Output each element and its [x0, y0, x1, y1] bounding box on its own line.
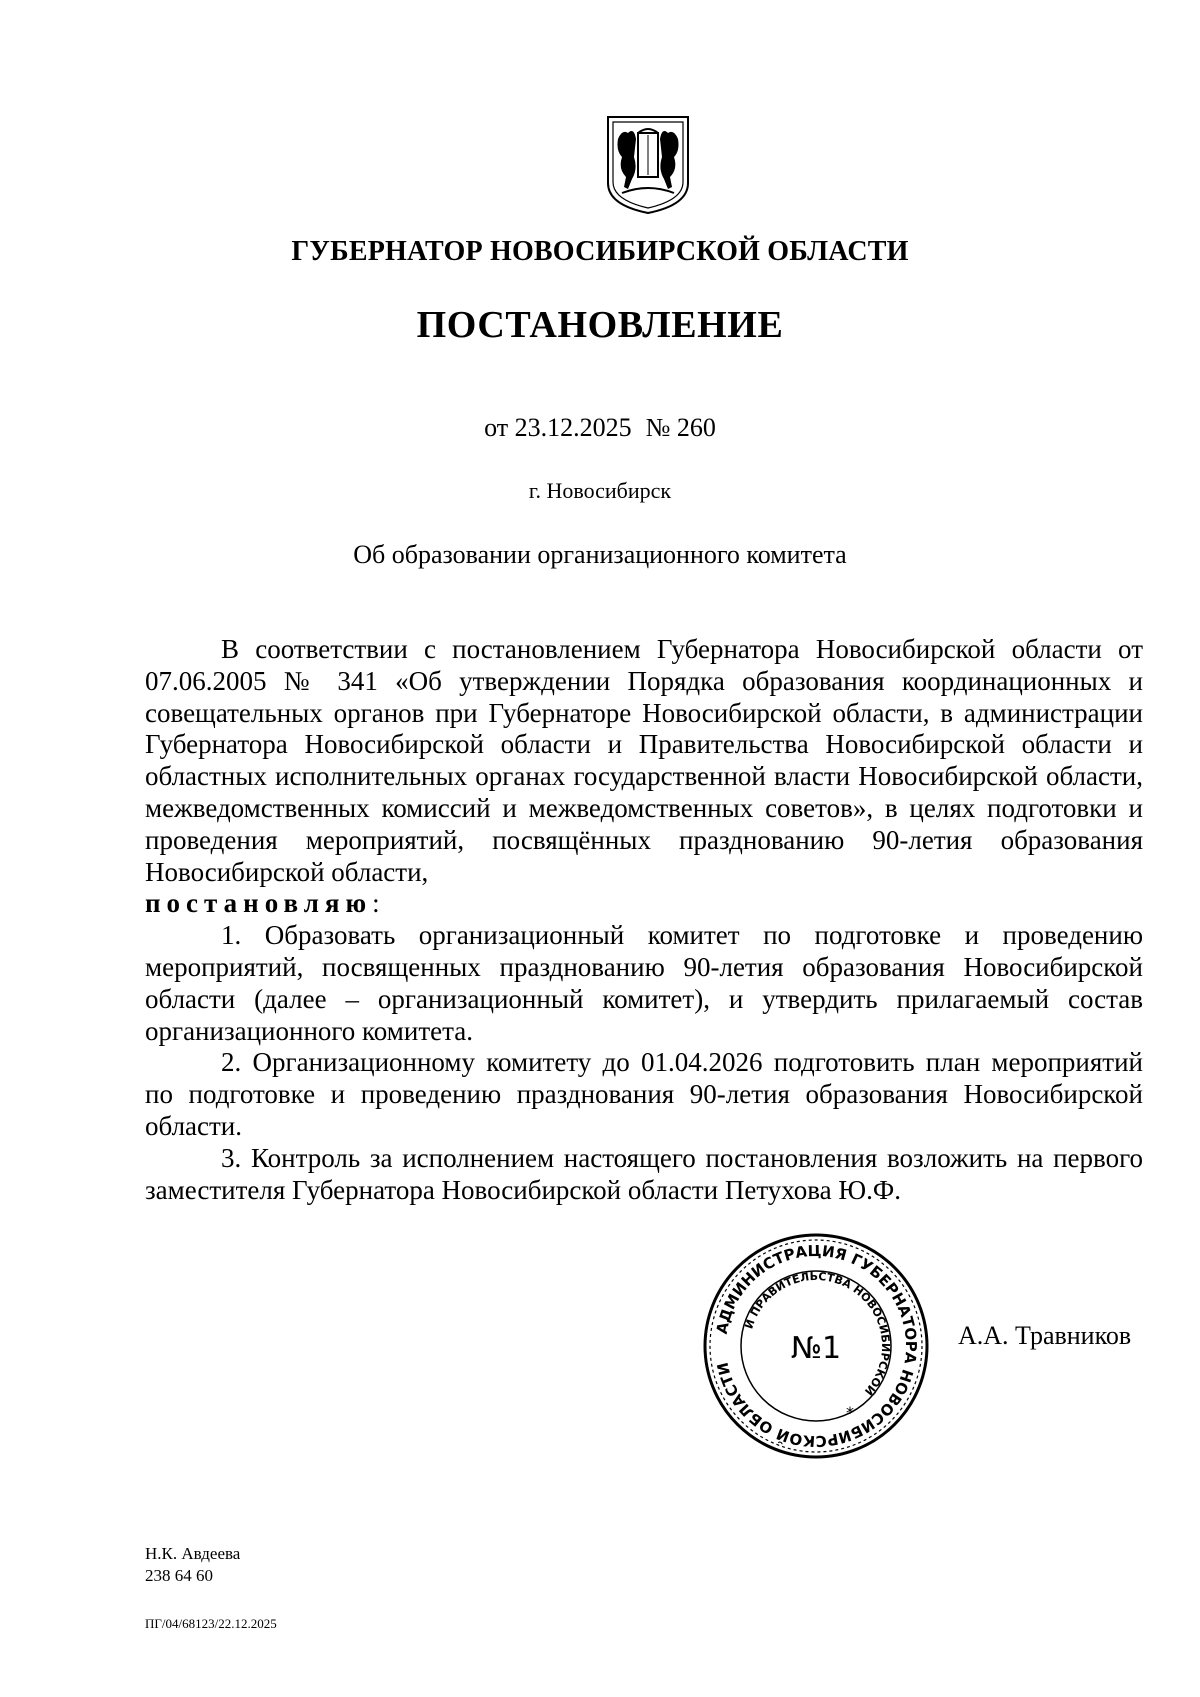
- decree-word: постановляю: [145, 888, 373, 919]
- document-subject: Об образовании организационного комитета: [353, 540, 847, 569]
- seal-number: №1: [790, 1331, 842, 1366]
- document-number: № 260: [645, 413, 716, 442]
- executor-name: Н.К. Авдеева: [145, 1544, 241, 1563]
- decree-colon: :: [372, 888, 380, 919]
- seal-inner-text: И ПРАВИТЕЛЬСТВА НОВОСИБИРСКОЙ: [742, 1269, 893, 1398]
- item-paragraph: 2. Организационному комитету до 01.04.2026 подготовить план мероприятий по подготовке и проведению празднования 90-летия образования Новосибирской области.: [145, 1047, 1143, 1141]
- city: г. Новосибирск: [528, 478, 672, 503]
- issuing-authority: ГУБЕРНАТОР НОВОСИБИРСКОЙ ОБЛАСТИ: [291, 236, 909, 267]
- preamble-text: В соответствии с постановлением Губернатора Новосибирской области от 07.06.2005 № 341 «Об утверждении Порядка образования координационных и совещательных органов при Губернаторе Новосибирской области, в администрации Губернатора Новосибирской области и Правительства Новосибирской области и областных исполнительных органах государственной власти Новосибирской области, межведомственных комиссий и межведомственных советов», в целях подготовки и проведения мероприятий, посвящённых празднованию 90-летия образования Новосибирской области,: [145, 634, 1143, 887]
- executor-block: [145, 1543, 240, 1587]
- document-date: от 23.12.2025: [484, 413, 632, 442]
- registration-number: ПГ/04/68123/22.12.2025: [145, 1616, 277, 1631]
- official-seal-stamp: [702, 1232, 930, 1460]
- item-paragraph: 3. Контроль за исполнением настоящего постановления возложить на первого заместителя Губернатора Новосибирской области Петухова Ю.Ф.: [145, 1142, 1143, 1205]
- seal-star: *: [846, 1403, 854, 1422]
- preamble-paragraph: [145, 634, 1143, 920]
- executor-phone: 238 64 60: [145, 1566, 213, 1585]
- seal-outer-text: АДМИНИСТРАЦИЯ ГУБЕРНАТОРА НОВОСИБИРСКОЙ ОБЛАСТИ: [712, 1241, 921, 1451]
- document-body: [145, 634, 1143, 1206]
- item-paragraph: 1. Образовать организационный комитет по подготовке и проведению мероприятий, посвященных празднованию 90-летия образования Новосибирской области (далее – организационный комитет), и утвердить прилагаемый состав организационного комитета.: [145, 920, 1143, 1046]
- date-number-line: [0, 413, 1200, 443]
- document-type: ПОСТАНОВЛЕНИЕ: [416, 304, 784, 346]
- coat-of-arms-emblem: [604, 113, 692, 217]
- signer-name: А.А. Травников: [958, 1321, 1132, 1350]
